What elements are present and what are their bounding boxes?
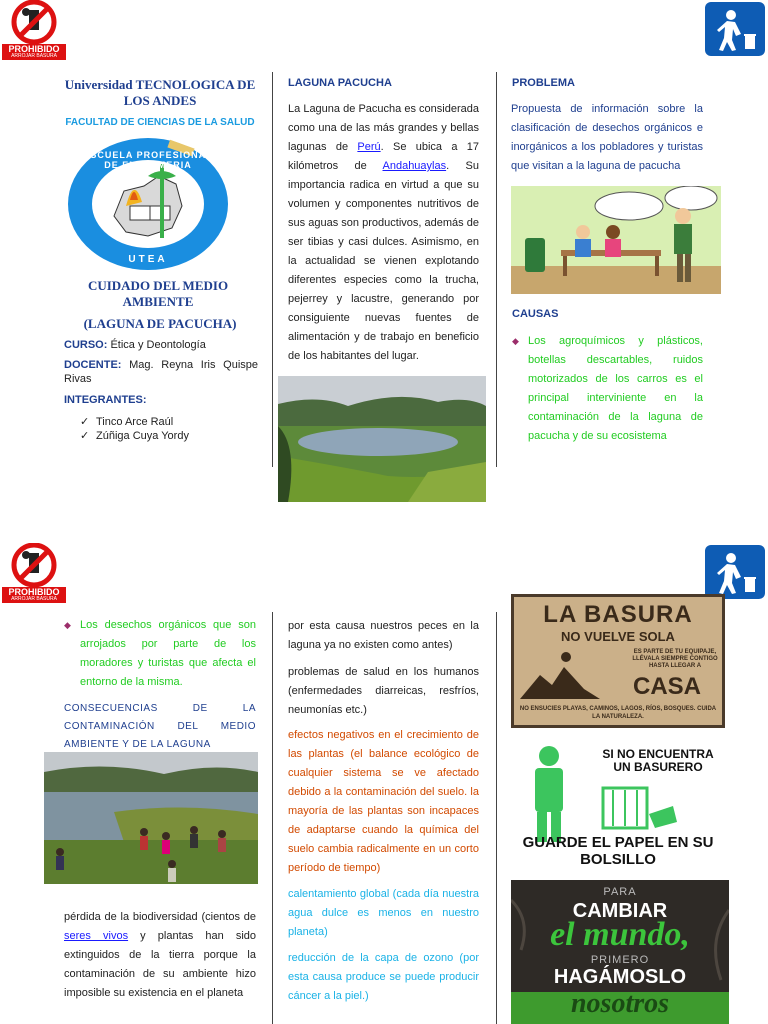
peces-text: por esta causa nuestros peces en la laguna ya no existen como antes) — [288, 620, 479, 651]
bullet-icon: ◆ — [512, 336, 519, 346]
poster-basura-casa: CASA — [632, 673, 701, 700]
trash-sign-bottom — [705, 545, 765, 599]
integrantes-label: INTEGRANTES: — [64, 394, 147, 406]
plantas-text: efectos negativos en el crecimiento de las plantas (el balance ecológico de cualquier sistema se ve afectado debido a la contaminación del suelo. la mayoría de las plantas son incapaces de adaptarse cuando la química del suelo cambia radicalmente en un corto período de tiempo) — [288, 729, 479, 874]
poster-basura-subtitle: NO VUELVE SOLA — [561, 629, 675, 644]
university-name: Universidad TECNOLOGICA DE LOS ANDES — [64, 77, 256, 108]
trash-bin-icon — [599, 780, 679, 834]
prohibido-label: PROHIBIDO — [8, 587, 60, 597]
divider — [272, 612, 273, 1024]
integrantes-list — [78, 415, 258, 443]
poster-bolsillo-top: SI NO ENCUENTRA UN BASURERO — [602, 747, 714, 774]
laguna-paragraph: La Laguna de Pacucha es considerada como una de las más grandes y bellas lagunas de Perú. Se ubica a 17 kilómetros de Andahuaylas. Su importancia radica en virtud a que su volumen y componentes nutritivos de sus aguas son productivos, además de ser tibias y casi dulces. Asimismo, en la actualidad se vienen explotando diferentes especies como la trucha, pejerrey y lacustre, generando por consiguiente nuevas fuentes de alimentación y de trabajo en beneficio de los habitantes del lugar. — [288, 103, 479, 362]
prohibido-sub: ARROJAR BASURA — [11, 596, 57, 602]
laguna-heading: LAGUNA PACUCHA — [288, 77, 392, 89]
divider — [272, 72, 273, 467]
andahuaylas-link[interactable]: Andahuaylas — [382, 160, 447, 172]
curso-label: CURSO: — [64, 339, 108, 351]
poster-el-mundo: el mundo, — [550, 916, 690, 953]
prohibido-sign-top — [0, 0, 68, 62]
project-subtitle: (LAGUNA DE PACUCHA) — [83, 316, 237, 331]
lagoon-photo — [278, 376, 486, 502]
poster-cambiar-mundo — [511, 880, 729, 1024]
calentamiento-text: calentamiento global (cada día nuestra agua dulce es menos en nuestro planeta) — [288, 888, 479, 938]
poster-bolsillo — [511, 740, 725, 870]
list-item: ◆ Los desechos orgánicos que son arrojados por parte de los moradores y turistas que afecta el entorno de la misma. — [64, 616, 256, 692]
bullet-icon: ◆ — [64, 620, 71, 630]
poster-nosotros: nosotros — [570, 988, 670, 1019]
prohibido-label: PROHIBIDO — [8, 44, 60, 54]
poster-primero: PRIMERO — [590, 954, 650, 966]
docente-label: DOCENTE: — [64, 359, 122, 371]
curso-line — [64, 336, 258, 355]
ozono-text: reducción de la capa de ozono (por esta causa produce se puede producir cáncer a la piel.) — [288, 952, 479, 1002]
person-throwing-trash-icon — [705, 2, 765, 56]
docente-line — [64, 358, 258, 386]
peru-link[interactable]: Perú — [357, 141, 381, 153]
curso-value: Ética y Deontología — [107, 339, 206, 351]
person-throwing-trash-icon — [705, 545, 765, 599]
poster-bolsillo-bottom: GUARDE EL PAPEL EN SU BOLSILLO — [522, 834, 714, 868]
list-item: ◆ Los agroquímicos y plásticos, botellas descartables, ruidos motorizados de los carros es el principal interviniente en la contaminación de la laguna de pacucha y de su ecosistema — [512, 332, 703, 446]
poster-hagamoslo: HAGÁMOSLO — [553, 966, 687, 988]
divider — [496, 612, 497, 1024]
poster-basura-title: LA BASURA — [543, 601, 693, 628]
salud-text: problemas de salud en los humanos (enfermedades diarreicas, resfríos, neumonías etc.) — [288, 666, 479, 716]
person-pocket-icon — [519, 744, 589, 844]
prohibido-sign-bottom — [0, 543, 68, 605]
poster-basura-small: ES PARTE DE TU EQUIPAJE, LLÉVALA SIEMPRE CONTIGO HASTA LLEGAR A — [632, 649, 718, 669]
problema-heading: PROBLEMA — [512, 77, 575, 89]
list-item: ✓ Zúñiga Cuya Yordy — [80, 430, 189, 442]
poster-basura-footer: NO ENSUCIES PLAYAS, CAMINOS, LAGOS, RÍOS, BOSQUES. CUIDA LA NATURALEZA. — [519, 706, 717, 720]
poster-para: PARA — [603, 886, 637, 898]
list-item: ✓ Tinco Arce Raúl — [80, 416, 174, 428]
problema-text: Propuesta de información sobre la clasificación de desechos orgánicos e inorgánicos a los pobladores y turistas que visitan a la laguna de pacucha — [511, 103, 703, 172]
prohibido-sub: ARROJAR BASURA — [11, 53, 57, 59]
cartoon-illustration — [511, 186, 721, 294]
logo-ring-text: ESCUELA PROFESIONAL DE ENFERMERIA — [83, 150, 213, 170]
faculty-name: FACULTAD DE CIENCIAS DE LA SALUD — [65, 117, 255, 128]
lagoon-people-photo — [44, 752, 258, 884]
docente-value: Mag. Reyna Iris Quispe Rivas — [64, 359, 258, 385]
divider — [496, 72, 497, 467]
hiker-icon — [520, 649, 600, 701]
biodiversidad-paragraph: pérdida de la biodiversidad (cientos de seres vivos y plantas han sido extinguidos de la tierra porque la contaminación de su ambiente hizo imposible su existencia en el planeta — [64, 911, 256, 999]
project-title: CUIDADO DEL MEDIO AMBIENTE — [87, 278, 229, 309]
causas-heading: CAUSAS — [512, 308, 559, 320]
consecuencias-heading: CONSECUENCIAS DE LA CONTAMINACIÓN DEL MEDIO AMBIENTE Y DE LA LAGUNA — [64, 703, 256, 750]
trash-sign-top — [705, 2, 765, 56]
poster-basura — [511, 594, 725, 728]
desechos-list — [64, 616, 256, 692]
causas-list — [512, 332, 703, 446]
nursing-school-logo — [64, 136, 232, 274]
poster-cambiar: CAMBIAR — [572, 900, 668, 922]
logo-utea-text: UTEA — [128, 254, 168, 265]
seres-vivos-link[interactable]: seres vivos — [64, 930, 129, 942]
